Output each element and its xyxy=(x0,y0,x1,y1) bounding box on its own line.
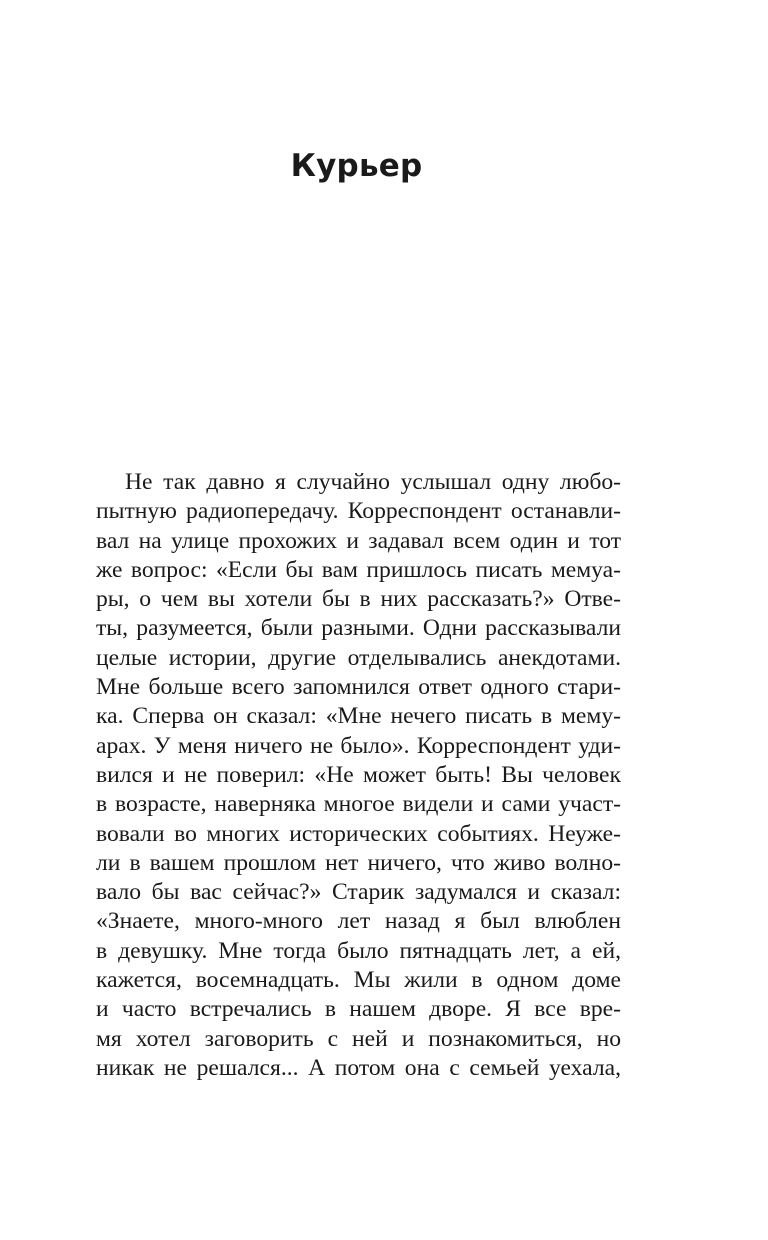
text-line: никак не решался... А потом она с семьей уехала, xyxy=(96,1054,621,1081)
text-line: ты, разумеется, были разными. Одни рассказывали xyxy=(96,615,621,642)
text-line: «Знаете, много-много лет назад я был влюблен xyxy=(96,908,621,935)
text-line: кажется, восемнадцать. Мы жили в одном доме xyxy=(96,967,621,994)
text-line: вало бы вас сейчас?» Старик задумался и сказал: xyxy=(96,879,621,906)
text-line: пытную радиопередачу. Корреспондент останавли- xyxy=(96,498,621,525)
text-line: Мне больше всего запомнился ответ одного стари- xyxy=(96,674,621,701)
body-text xyxy=(96,468,621,1083)
text-line: вился и не поверил: «Не может быть! Вы человек xyxy=(96,761,621,788)
text-line: ка. Сперва он сказал: «Мне нечего писать в мему- xyxy=(96,703,621,730)
text-line: вал на улице прохожих и задавал всем один и тот xyxy=(96,527,621,554)
text-line: ры, о чем вы хотели бы в них рассказать?» Отве- xyxy=(96,586,621,613)
text-line: мя хотел заговорить с ней и познакомиться, но xyxy=(96,1025,621,1052)
text-line: ли в вашем прошлом нет ничего, что живо волно- xyxy=(96,849,621,876)
text-line: в девушку. Мне тогда было пятнадцать лет, а ей, xyxy=(96,937,621,964)
text-line: и часто встречались в нашем дворе. Я все вре- xyxy=(96,996,621,1023)
text-line: в возрасте, наверняка многое видели и сами участ- xyxy=(96,791,621,818)
text-line: Не так давно я случайно услышал одну любо- xyxy=(125,469,621,495)
text-line: же вопрос: «Если бы вам пришлось писать мемуа- xyxy=(96,556,621,583)
text-line: вовали во многих исторических событиях. Неуже- xyxy=(96,820,621,847)
text-line: целые истории, другие отделывались анекдотами. xyxy=(96,644,621,671)
chapter-title: Курьер xyxy=(290,148,423,184)
text-line: арах. У меня ничего не было». Корреспондент уди- xyxy=(96,732,621,759)
